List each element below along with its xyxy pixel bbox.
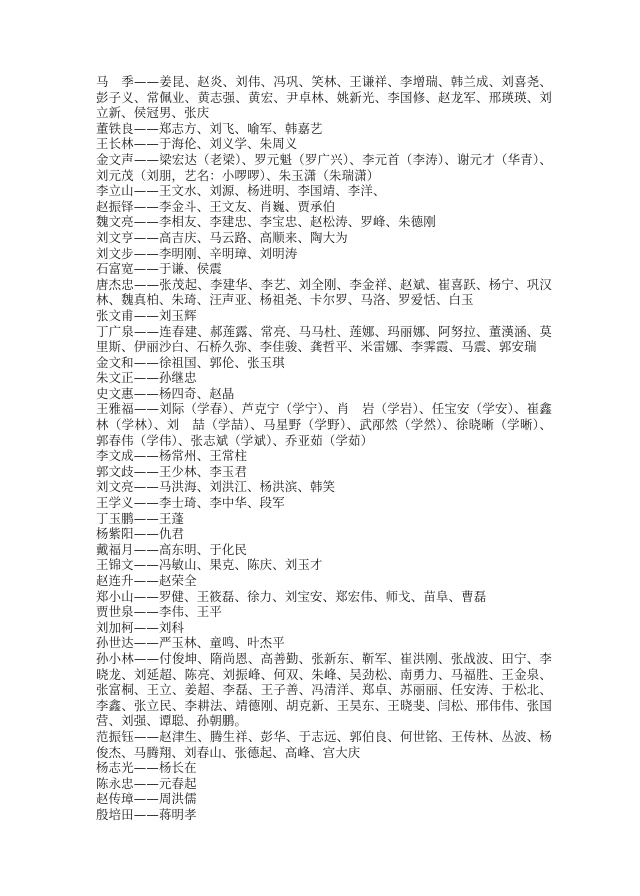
lineage-entry: 范振钰——赵津生、腾生祥、彭华、于志远、郭伯良、何世铭、王传林、丛波、杨俊杰、马腾翔、刘春山、张德起、高峰、宫大庆 [96,728,552,760]
lineage-entry: 金文声——梁宏达（老梁）、罗元魁（罗广兴）、李元首（李涛）、谢元才（华青）、刘元茂（刘朋，艺名：小啰啰）、朱玉潇（朱瑞潇） [96,151,552,183]
lineage-entry: 王锦文——冯敏山、果克、陈庆、刘玉才 [96,557,323,573]
lineage-entry: 丁玉鹏——王蓬 [96,510,185,526]
lineage-entry: 马 季——姜昆、赵炎、刘伟、冯巩、笑林、王谦祥、李增瑞、韩兰成、刘喜尧、彭子义、常佩业、黄志强、黄宏、尹卓林、姚新光、李国修、赵龙军、邢瑛瑛、刘立新、侯冠男、张庆 [96,74,552,121]
lineage-entry: 刘文亮——马洪海、刘洪江、杨洪滨、韩笑 [96,479,336,495]
lineage-entry: 郑小山——罗健、王筱磊、徐力、刘宝安、郑宏伟、师戈、苗阜、曹磊 [96,588,487,604]
lineage-entry: 张文甫——刘玉辉 [96,307,197,323]
lineage-entry: 唐杰忠——张茂起、李建华、李艺、刘全刚、李金祥、赵斌、崔喜跃、杨宁、巩汉林、魏真柏、朱琦、汪声亚、杨祖尧、卡尔罗、马洛、罗爱恬、白玉 [96,276,552,308]
lineage-entry: 殷培田——蒋明孝 [96,806,197,822]
lineage-entry: 赵连升——赵荣全 [96,573,197,588]
lineage-entry: 王雅福——刘际（学春）、芦克宁（学宁）、肖 岩（学岩）、任宝安（学安）、崔鑫林（学林）、刘 喆（学喆）、马星野（学野）、武邴然（学然）、徐晓晰（学晰）、郭春伟（学伟）、张志斌（学斌）、乔亚茹（学茹） [96,401,552,448]
lineage-entry: 史文惠——杨四奇、赵晶 [96,385,235,401]
lineage-entry: 刘加柯——刘科 [96,619,185,635]
lineage-entry: 魏文亮——李相友、李建忠、李宝忠、赵松涛、罗峰、朱德刚 [96,214,436,230]
lineage-entry: 朱文正——孙继忠 [96,370,197,386]
lineage-entry: 金文和——徐祖国、郭伦、张玉琪 [96,354,285,370]
lineage-entry: 石富宽——于谦、侯震 [96,261,222,277]
lineage-entry: 戴福月——高东明、于化民 [96,541,248,557]
lineage-entry: 孙小林——付俊坤、隋尚恩、高善勤、张新东、靳军、崔洪刚、张战波、田宁、李晓龙、刘延超、陈亮、刘振峰、何双、朱峰、吴劲松、南勇力、马福胜、王金泉、张富桐、王立、姜超、李磊、王子善、冯清洋、郑卓、苏丽丽、任安涛、于松北、李鑫、张立民、李耕法、靖德刚、胡克新、王昊东、王晓斐、闫松、邢伟伟、张国营、刘强、谭聪、孙朝鹏。 [96,650,552,729]
lineage-entry: 杨紫阳——仇君 [96,526,185,542]
lineage-entry: 赵传璋——周洪儒 [96,791,197,807]
lineage-entry: 陈永忠——元春起 [96,775,197,791]
lineage-entry: 刘文亨——高吉庆、马云路、高顺来、陶大为 [96,229,348,245]
lineage-entry: 孙世达——严玉林、童鸣、叶杰平 [96,635,285,651]
lineage-entry: 赵振铎——李金斗、王文友、肖巍、贾承伯 [96,198,336,214]
lineage-entry: 杨志光——杨长在 [96,760,197,776]
lineage-entry: 董铁良——郑志方、刘飞、喻军、韩嘉艺 [96,120,323,136]
lineage-entry: 贾世泉——李伟、王平 [96,604,222,620]
lineage-entry: 丁广泉——连春建、郝莲露、常亮、马马杜、莲娜、玛丽娜、阿努拉、董漢涵、莫里斯、伊丽沙白、石桥久弥、李佳骏、龚哲平、米雷娜、李霁霞、马震、郭安瑞 [96,323,552,355]
lineage-entry: 郭文歧——王少林、李玉君 [96,463,248,479]
lineage-entry: 刘文步——李明刚、辛明璋、刘明涛 [96,245,298,261]
document-body [96,74,552,823]
lineage-entry: 李立山——王文水、刘源、杨进明、李国靖、李洋、 [96,183,386,199]
lineage-entry: 李文成——杨常州、王常柱 [96,448,248,464]
lineage-entry: 王长林——于海伦、刘义学、朱周义 [96,136,298,152]
lineage-entry: 王学义——李士琦、李中华、段军 [96,495,285,511]
